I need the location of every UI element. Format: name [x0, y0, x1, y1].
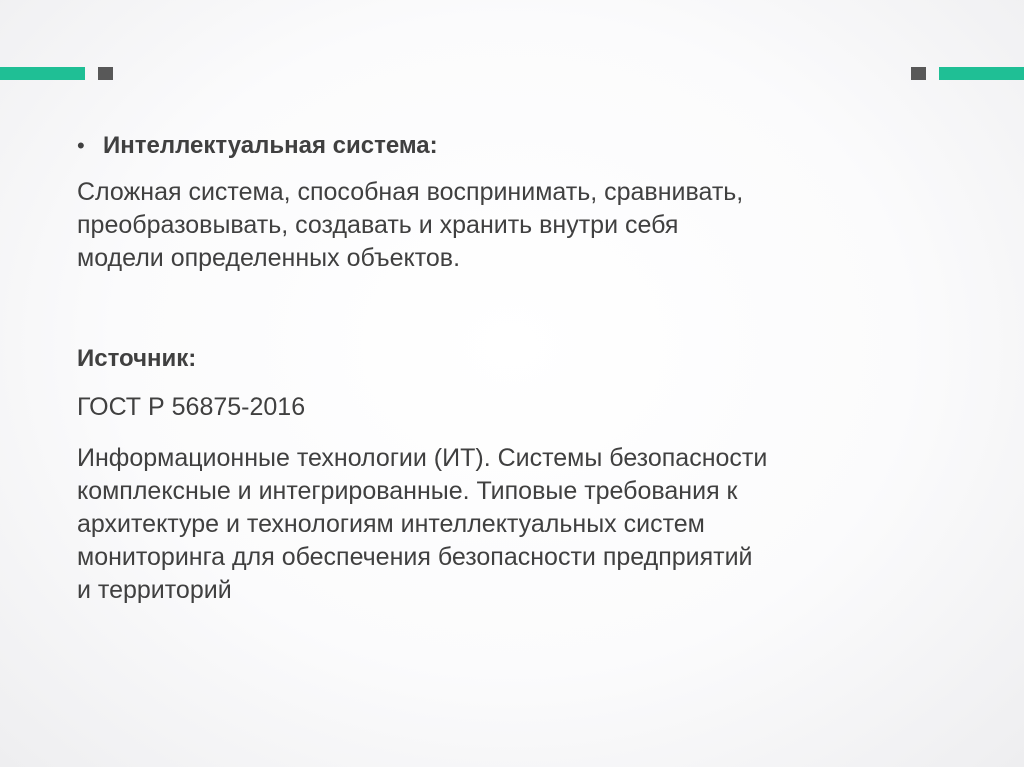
definition-heading [77, 130, 957, 162]
source-line: Информационные технологии (ИТ). Системы безопасности [77, 444, 768, 472]
source-line: мониторинга для обеспечения безопасности предприятий [77, 543, 753, 571]
definition-text [77, 176, 957, 275]
definition-line: Сложная система, способная воспринимать, сравнивать, [77, 178, 744, 206]
definition-line: преобразовывать, создавать и хранить внутри себя [77, 211, 679, 239]
source-line: комплексные и интегрированные. Типовые требования к [77, 477, 738, 505]
accent-bar-left [0, 67, 85, 80]
definition-line: модели определенных объектов. [77, 244, 461, 272]
slide-content [77, 130, 957, 607]
square-marker-left [98, 67, 113, 80]
square-marker-right [911, 67, 926, 80]
source-line: архитектуре и технологиям интеллектуальных систем [77, 510, 705, 538]
bullet-icon: • [77, 133, 85, 158]
definition-term: Интеллектуальная система: [103, 132, 438, 159]
source-description [77, 442, 957, 607]
source-label: Источник: [77, 345, 197, 372]
source-standard: ГОСТ Р 56875-2016 [77, 393, 306, 421]
source-line: и территорий [77, 576, 232, 604]
accent-bar-right [939, 67, 1024, 80]
